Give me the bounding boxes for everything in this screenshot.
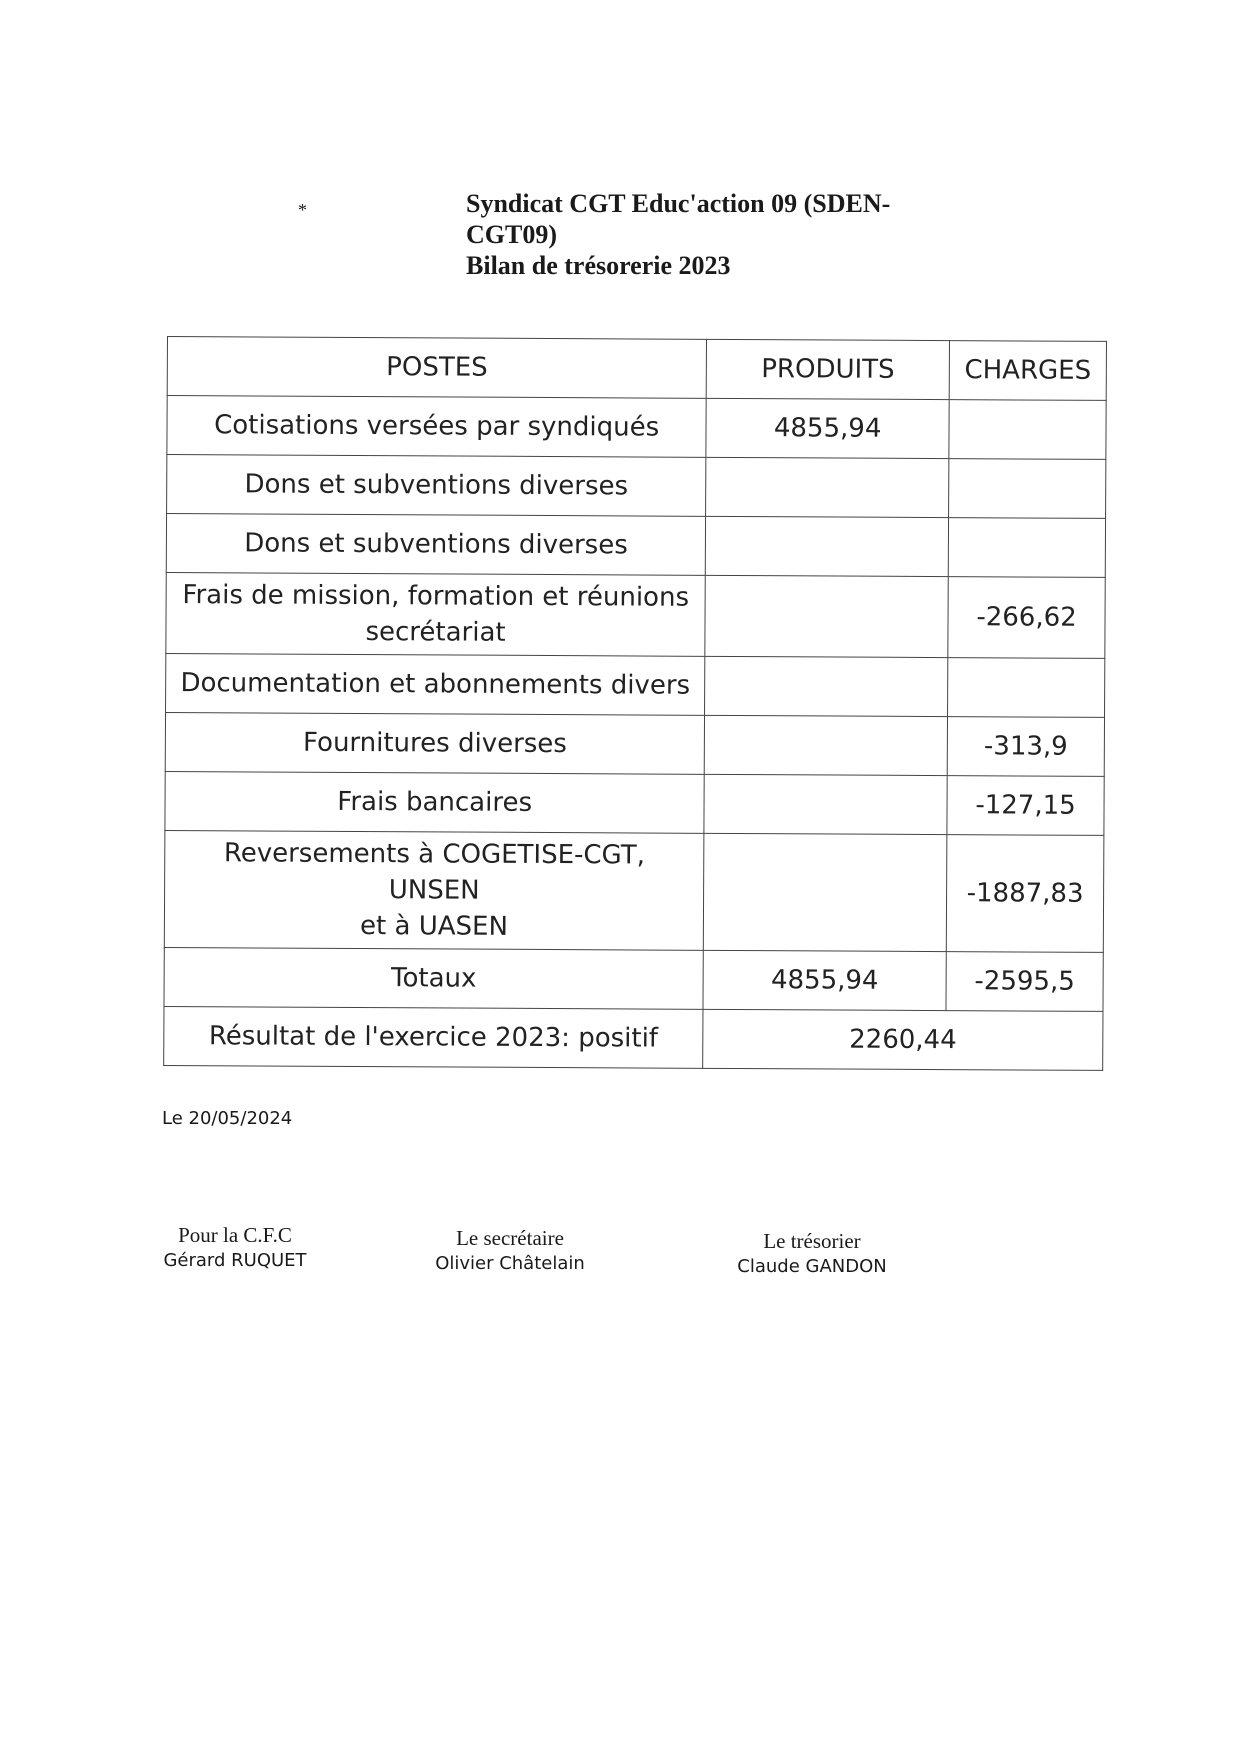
poste-cell: Dons et subventions diverses [167,455,707,517]
table-row [166,653,1105,717]
charge-cell [948,658,1105,718]
resultat-value: 2260,44 [703,1009,1103,1070]
charge-cell [948,518,1105,578]
resultat-row [164,1006,1103,1070]
signature-name: Claude GANDON [737,1256,887,1277]
document-header [466,188,936,281]
table-row [167,455,1106,519]
header-title-line1: Syndicat CGT Educ'action 09 (SDEN- [466,189,891,218]
asterisk-mark: * [298,200,307,220]
table-row [165,712,1104,776]
produit-cell [705,516,948,576]
charge-cell [949,459,1106,519]
table-row [166,572,1105,658]
produit-cell [704,774,947,834]
table-row [166,514,1105,578]
poste-cell [164,830,704,950]
totals-produits: 4855,94 [703,950,946,1010]
signature-role: Le trésorier [763,1229,861,1253]
poste-cell: Dons et subventions diverses [166,514,706,576]
poste-line2: et à UASEN [360,911,509,942]
produit-cell [705,656,948,716]
table-row [165,771,1104,835]
totals-row [164,947,1103,1011]
charge-cell: -266,62 [948,577,1105,659]
poste-line1: Reversements à COGETISE-CGT, UNSEN [223,838,646,906]
signature-name: Gérard RUQUET [163,1250,307,1271]
poste-cell: Frais bancaires [165,771,705,833]
poste-cell [166,572,706,656]
table-row [167,396,1106,460]
header-title-line2: CGT09) [466,220,557,249]
signature-secretaire [410,1225,610,1277]
totals-charges: -2595,5 [946,952,1103,1012]
poste-cell: Documentation et abonnements divers [166,653,706,715]
produit-cell [704,715,947,775]
signature-role: Le secrétaire [456,1226,564,1250]
header-subtitle: Bilan de trésorerie 2023 [466,251,731,280]
produit-cell [706,457,949,517]
produit-cell: 4855,94 [706,398,949,458]
charge-cell: -127,15 [947,776,1104,836]
produit-cell [705,575,948,657]
table-header-row [167,337,1106,401]
resultat-label: Résultat de l'exercice 2023: positif [164,1006,704,1068]
poste-line1: Frais de mission, formation et réunions [182,580,690,613]
poste-cell: Cotisations versées par syndiqués [167,396,707,458]
header-postes: POSTES [167,337,707,399]
signature-role: Pour la C.F.C [178,1223,292,1247]
signature-tresorier [712,1228,912,1280]
treasury-table [163,336,1107,1071]
table-row [164,830,1104,952]
charge-cell [949,400,1106,460]
signature-name: Olivier Châtelain [435,1253,585,1274]
poste-cell: Fournitures diverses [165,712,705,774]
charge-cell: -1887,83 [946,835,1104,953]
header-produits: PRODUITS [706,339,949,399]
signature-cfc [150,1222,320,1274]
totals-label: Totaux [164,947,704,1009]
poste-line2: secrétariat [365,617,506,648]
header-charges: CHARGES [949,341,1106,401]
document-date: Le 20/05/2024 [162,1108,293,1129]
produit-cell [704,833,947,951]
charge-cell: -313,9 [947,717,1104,777]
